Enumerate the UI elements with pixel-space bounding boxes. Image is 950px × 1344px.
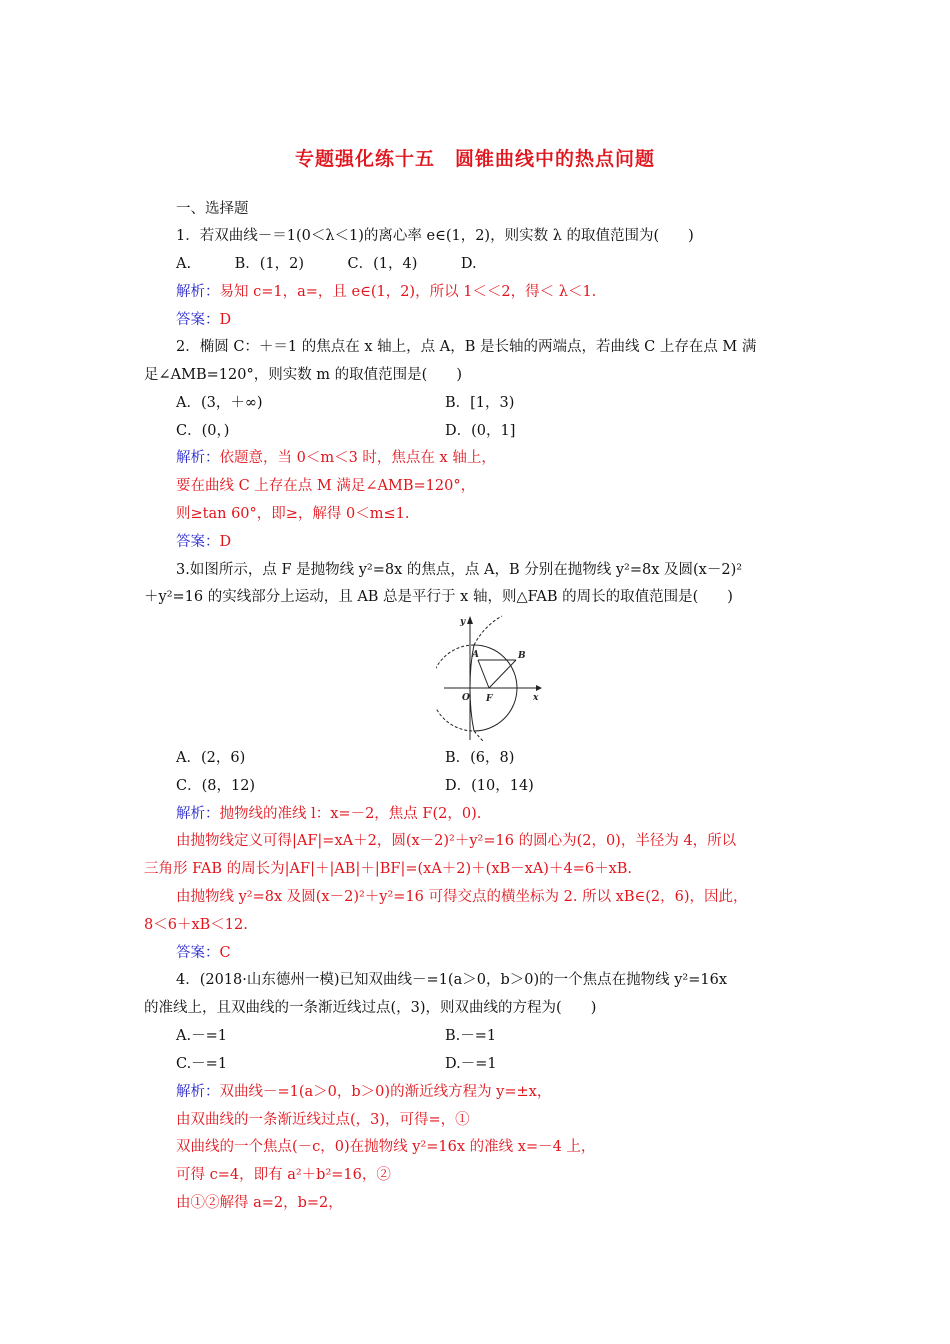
q2-jiexi-label: 解析： [176,450,220,466]
figure-label-o: O [462,693,470,703]
q3-jiexi-text-4: 由抛物线 y²=8x 及圆(x－2)²＋y²=16 可得交点的横坐标为 2. 所以 xB∈(2，6)，因此， [176,889,748,905]
parabola-dashed-top [474,616,502,645]
q2-option-a: A．(3，＋∞) [176,395,263,411]
q2-stem-2: 足∠AMB=120°，则实数 m 的取值范围是( ) [144,367,462,383]
q4-stem-1: 4．(2018·山东德州一模)已知双曲线－=1(a＞0，b＞0)的一个焦点在抛物线 y²=16x [176,972,728,988]
q3-jiexi-text-3: 三角形 FAB 的周长为|AF|＋|AB|＋|BF|=(xA＋2)＋(xB－xA)＋4=6＋xB. [144,861,633,877]
q4-option-b: B.－=1 [445,1028,497,1044]
q4-option-a: A.－=1 [176,1028,227,1044]
q4-jiexi-text-2: 由双曲线的一条渐近线过点(，3)，可得=，① [176,1112,470,1128]
q4-jiexi-text-4: 可得 c=4，即有 a²＋b²=16，② [176,1167,391,1183]
q2-jiexi-text-1: 依题意，当 0＜m＜3 时，焦点在 x 轴上， [219,450,496,466]
q4-option-d: D.－=1 [445,1056,497,1072]
q3-option-a: A．(2，6) [176,750,246,766]
q3-option-b: B．(6，8) [445,750,515,766]
q3-solution-1 [176,804,481,824]
parabola-circle-figure [436,612,546,742]
q3-answer [176,943,231,963]
q1-jiexi-text: 易知 c=1，a=，且 e∈(1，2)，所以 1＜＜2，得＜ λ＜1. [219,284,597,300]
q3-stem-1: 3.如图所示，点 F 是抛物线 y²=8x 的焦点，点 A，B 分别在抛物线 y²=8x 及圆(x－2)² [176,562,743,578]
segment-af [478,660,489,688]
q4-jiexi-text-5: 由①②解得 a=2，b=2， [176,1195,343,1211]
q2-option-c: C．(0，) [176,423,230,439]
q1-answer-value: D [219,312,232,328]
q2-jiexi-text-3: 则≥tan 60°，即≥，解得 0＜m≤1. [176,506,410,522]
q2-solution-1 [176,448,496,468]
segment-bf [489,660,516,688]
q4-stem-2: 的准线上，且双曲线的一条渐近线过点(，3)，则双曲线的方程为( ) [144,1000,597,1016]
q3-option-c: C．(8，12) [176,778,256,794]
q1-answer-label: 答案： [176,312,220,328]
q3-jiexi-text-5: 8＜6＋xB＜12. [144,917,248,933]
q3-option-d: D．(10，14) [445,778,534,794]
q1-stem: 1．若双曲线－＝1(0＜λ＜1)的离心率 e∈(1，2)，则实数 λ 的取值范围为( ) [176,228,694,244]
q3-jiexi-text-1: 抛物线的准线 l：x=－2，焦点 F(2，0). [219,806,482,822]
figure-label-f: F [486,694,493,704]
q2-option-d: D．(0，1] [445,423,516,439]
q1-options: A. B．(1，2) C．(1，4) D. [176,256,477,272]
q2-answer-label: 答案： [176,534,220,550]
q3-answer-value: C [219,945,231,961]
parabola-dashed-bottom [474,731,484,742]
q4-option-c: C.－=1 [176,1056,228,1072]
section-heading: 一、选择题 [176,201,249,217]
x-axis-arrow [536,685,542,691]
figure-label-y: y [460,617,466,627]
page-title: 专题强化练十五 圆锥曲线中的热点问题 [294,148,655,170]
q2-answer-value: D [219,534,232,550]
q3-answer-label: 答案： [176,945,220,961]
q2-stem-1: 2．椭圆 C：＋＝1 的焦点在 x 轴上，点 A，B 是长轴的两端点，若曲线 C 上存在点 M 满 [176,339,757,355]
figure-label-b: B [518,651,526,661]
q4-jiexi-text-1: 双曲线－=1(a＞0，b＞0)的渐近线方程为 y=±x， [219,1084,552,1100]
q1-jiexi-label: 解析： [176,284,220,300]
y-axis-arrow [467,616,473,624]
q2-option-b: B．[1，3) [445,395,515,411]
q3-jiexi-label: 解析： [176,806,220,822]
q2-jiexi-text-2: 要在曲线 C 上存在点 M 满足∠AMB=120°， [176,478,476,494]
q1-answer [176,310,231,330]
figure-label-a: A [472,650,479,660]
q4-solution-1 [176,1082,551,1102]
q1-solution [176,282,596,302]
q3-jiexi-text-2: 由抛物线定义可得|AF|=xA＋2，圆(x－2)²＋y²=16 的圆心为(2，0)，半径为 4，所以 [176,833,737,849]
q2-answer [176,532,231,552]
figure-label-x: x [533,693,539,703]
q3-stem-2: ＋y²=16 的实线部分上运动，且 AB 总是平行于 x 轴，则△FAB 的周长的取值范围是( ) [144,589,733,605]
q4-jiexi-label: 解析： [176,1084,220,1100]
q4-jiexi-text-3: 双曲线的一个焦点(－c，0)在抛物线 y²=16x 的准线 x=－4 上， [176,1139,596,1155]
